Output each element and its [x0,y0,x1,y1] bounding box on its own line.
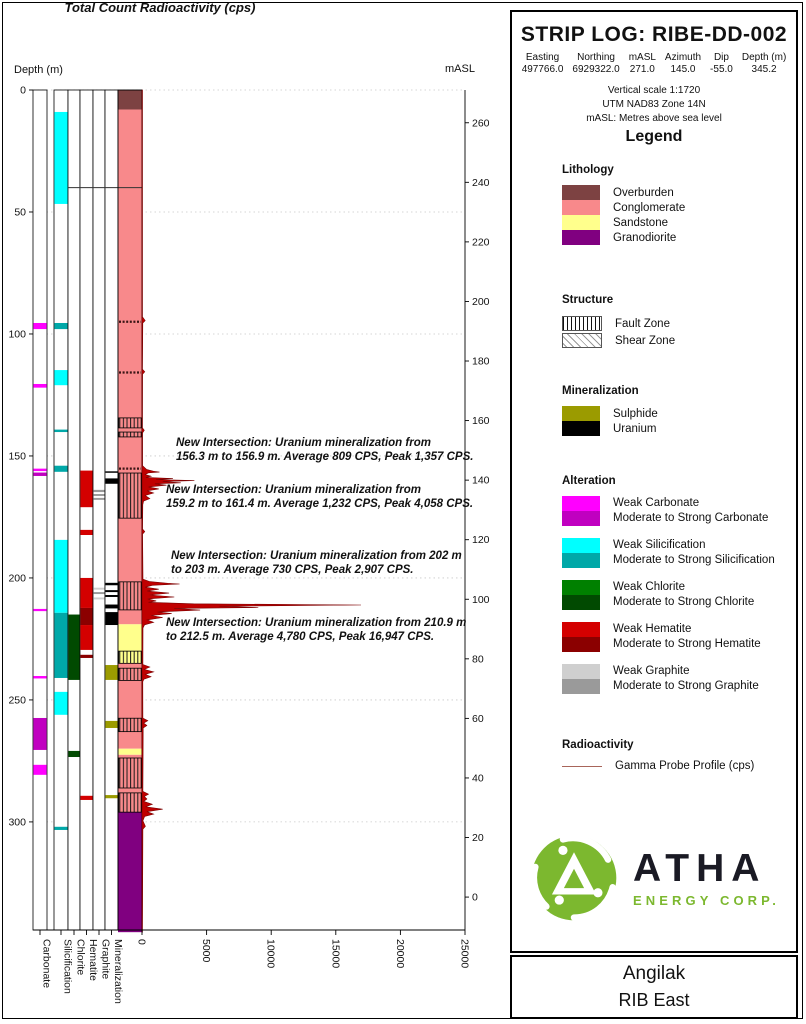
weak-swatch [562,664,600,679]
legend-item [562,421,790,436]
legend-item-label: Overburden [613,186,674,199]
svg-text:15000: 15000 [329,939,342,969]
xaxis-title: Total Count Radioactivity (cps) [64,0,256,15]
strong-label: Moderate to Strong Carbonate [613,512,769,524]
svg-text:20000: 20000 [393,939,406,969]
masl-axis-title: mASL [445,63,475,75]
annotation-line: to 212.5 m. Average 4,780 CPS, Peak 16,947 CPS. [166,631,435,644]
svg-text:Hematite: Hematite [87,939,99,982]
title-legend-panel [510,10,798,953]
atha-logo-text [633,846,780,908]
legend-item [562,538,790,568]
legend-item [562,664,790,694]
strong-swatch [562,595,600,610]
svg-text:220: 220 [472,236,490,249]
legend-section-title: Lithology [562,164,614,176]
svg-text:10000: 10000 [264,939,277,969]
legend-section-title: Structure [562,294,614,306]
legend-item [562,760,790,772]
svg-text:120: 120 [472,534,490,547]
legend-item-label: Sulphide [613,407,658,420]
legend-item [562,230,790,245]
legend-swatch [562,185,600,200]
weak-label: Weak Hematite [613,623,692,635]
project-name: Angilak [622,963,686,984]
strong-swatch [562,679,600,694]
legend-item [562,332,790,349]
legend-dual-labels [613,622,761,652]
collar-field-label: mASL [628,52,656,63]
intersection-annotation [166,616,466,645]
legend-dual-swatch [562,664,600,694]
collar-field-label: Azimuth [664,52,702,63]
legend-dual-swatch [562,538,600,568]
annotation-line: to 203 m. Average 730 CPS, Peak 2,907 CPS. [171,564,414,577]
svg-text:100: 100 [472,593,490,606]
legend-item [562,215,790,230]
legend-section-mineralization [562,385,790,436]
legend-item-label: Shear Zone [615,334,676,347]
svg-text:140: 140 [472,474,490,487]
legend-swatch [562,230,600,245]
svg-text:300: 300 [8,816,26,829]
legend-swatch [562,406,600,421]
svg-text:0: 0 [472,891,478,904]
legend-item [562,185,790,200]
legend-section-alteration [562,475,790,706]
collar-field [522,52,564,75]
strong-swatch [562,637,600,652]
scale-note-line: UTM NAD83 Zone 14N [602,99,706,110]
svg-text:260: 260 [472,117,490,130]
svg-text:Graphite: Graphite [99,939,112,980]
collar-field-value: 497766.0 [521,64,564,75]
legend-item-label: Conglomerate [613,201,686,214]
svg-text:150: 150 [8,450,26,463]
atha-logo-subtitle: ENERGY CORP. [633,892,780,908]
gamma-line-sample [562,766,602,767]
scale-note-line: mASL: Metres above sea level [586,113,722,124]
svg-text:20: 20 [472,832,484,845]
collar-field-value: -55.0 [710,64,733,75]
weak-label: Weak Silicification [613,539,706,551]
legend-section-structure [562,294,790,349]
legend-dual-swatch [562,580,600,610]
legend-section-title: Mineralization [562,385,639,397]
collar-field-label: Depth (m) [741,52,787,63]
weak-label: Weak Graphite [613,665,690,677]
legend-item [562,315,790,332]
legend-dual-swatch [562,496,600,526]
legend-section-lithology [562,164,790,245]
collar-field-value: 345.2 [751,64,777,75]
legend-swatch [562,200,600,215]
atha-logo-icon [528,832,620,924]
strong-label: Moderate to Strong Chlorite [613,596,755,608]
svg-text:Carbonate: Carbonate [40,939,53,989]
svg-text:Mineralization: Mineralization [112,939,124,1004]
svg-text:0: 0 [135,939,148,945]
svg-text:50: 50 [14,206,26,219]
svg-text:Chlorite: Chlorite [74,939,87,976]
weak-swatch [562,496,600,511]
weak-swatch [562,580,600,595]
atha-logo-name: ATHA [633,846,767,890]
annotation-line: New Intersection: Uranium mineralization from [176,437,431,449]
svg-text:40: 40 [472,772,484,785]
svg-text:60: 60 [472,712,484,725]
weak-swatch [562,538,600,553]
svg-text:180: 180 [472,355,490,368]
annotation-line: New Intersection: Uranium mineralization from 202 m [171,550,462,562]
strong-label: Moderate to Strong Graphite [613,680,759,692]
legend-item-label: Fault Zone [615,317,670,330]
svg-text:200: 200 [8,572,26,585]
collar-field-label: Northing [577,52,615,63]
svg-text:25000: 25000 [458,939,471,969]
weak-label: Weak Carbonate [613,497,700,509]
scale-note-line: Vertical scale 1:1720 [607,85,701,96]
legend-swatch [562,215,600,230]
annotation-line: 156.3 m to 156.9 m. Average 809 CPS, Peak 1,357 CPS. [176,451,474,464]
svg-text:5000: 5000 [200,939,213,963]
legend-dual-labels [613,664,759,694]
collar-info-fields [512,52,796,75]
collar-field [710,52,733,75]
intersection-annotation [176,436,473,465]
collar-field-label: Easting [525,52,560,63]
strong-swatch [562,553,600,568]
collar-field [629,52,656,75]
legend-swatch [562,421,600,436]
legend-item-label: Sandstone [613,216,668,229]
legend-item [562,200,790,215]
legend-item [562,580,790,610]
annotation-line: New Intersection: Uranium mineralization from 210.9 m [166,617,467,629]
legend-dual-labels [613,538,775,568]
annotation-line: 159.2 m to 161.4 m. Average 1,232 CPS, Peak 4,058 CPS. [166,498,474,511]
strong-label: Moderate to Strong Hematite [613,638,761,650]
legend-item-label: Uranium [613,422,657,435]
legend-dual-labels [613,580,754,610]
project-box [510,955,798,1019]
svg-text:200: 200 [472,295,490,308]
area-name: RIB East [618,990,690,1010]
svg-text:100: 100 [8,328,26,341]
legend-pattern-swatch [562,333,602,348]
collar-field-value: 145.0 [670,64,696,75]
intersection-annotation [171,549,462,578]
svg-text:250: 250 [8,694,26,707]
legend-section-title: Radioactivity [562,739,634,751]
legend-section-title: Alteration [562,475,616,487]
legend-section-radioactivity [562,739,790,772]
scale-notes [512,84,796,126]
collar-field-value: 6929322.0 [572,64,620,75]
legend-item [562,406,790,421]
atha-logo [512,832,796,924]
collar-field-value: 271.0 [629,64,655,75]
legend-item-label: Granodiorite [613,231,677,244]
svg-text:160: 160 [472,415,490,428]
weak-swatch [562,622,600,637]
strong-label: Moderate to Strong Silicification [613,554,775,566]
legend-pattern-swatch [562,316,602,331]
svg-text:0: 0 [20,84,26,97]
svg-text:80: 80 [472,653,484,666]
collar-field-label: Dip [713,52,729,63]
intersection-annotation [166,483,473,512]
weak-label: Weak Chlorite [613,581,686,593]
legend-item [562,496,790,526]
collar-field [742,52,786,75]
legend-item-label: Gamma Probe Profile (cps) [615,760,755,772]
collar-field [572,52,619,75]
strong-swatch [562,511,600,526]
svg-text:Silicification: Silicification [61,939,74,994]
legend-dual-swatch [562,622,600,652]
strip-log-title: STRIP LOG: RIBE-DD-002 [520,23,788,46]
annotation-line: New Intersection: Uranium mineralization from [166,484,421,496]
collar-field [665,52,701,75]
legend-item [562,622,790,652]
alteration-tracks [33,90,118,935]
legend-title: Legend [625,128,683,145]
svg-text:240: 240 [472,176,490,189]
depth-axis-title: Depth (m) [14,64,63,76]
legend-dual-labels [613,496,768,526]
